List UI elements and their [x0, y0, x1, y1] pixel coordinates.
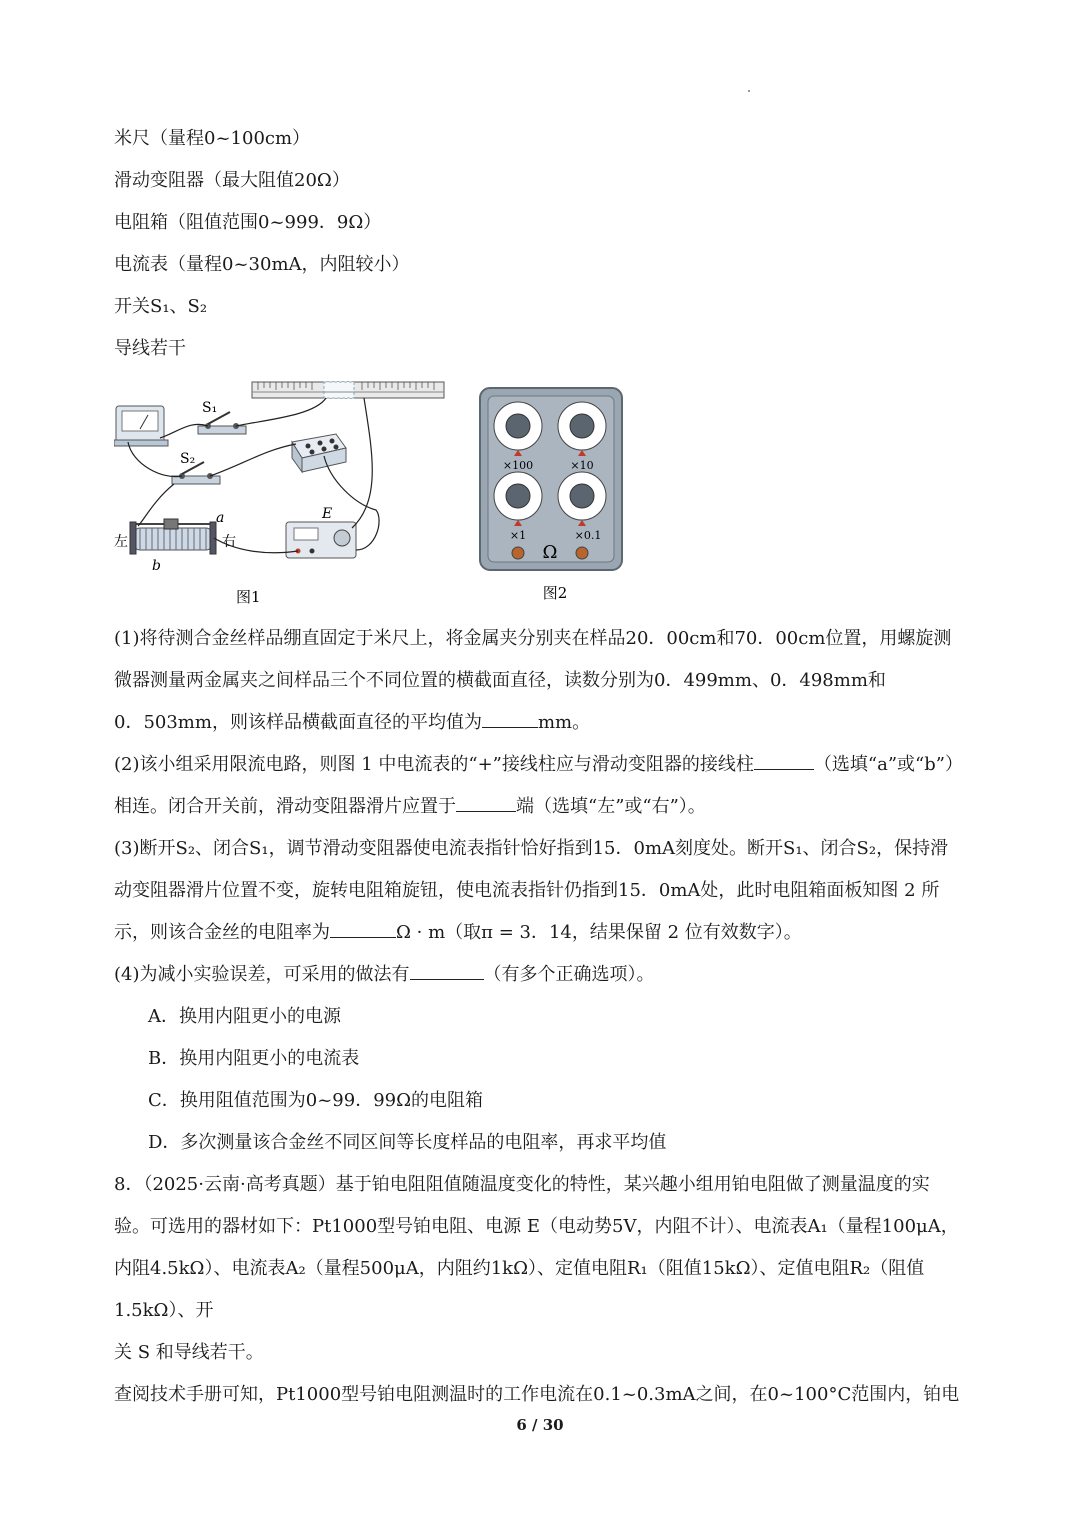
s1-label: S₁	[202, 400, 218, 416]
q8-line: 查阅技术手册可知，Pt1000型号铂电阻测温时的工作电流在0.1~0.3mA之间，在0~100°C范围内，铂电	[114, 1384, 960, 1405]
equipment-item: 米尺（量程0~100cm）	[114, 128, 311, 149]
question-8	[114, 1164, 969, 1416]
question-4	[114, 954, 969, 1164]
question-3	[114, 828, 969, 954]
option-c: C．换用阻值范围为0~99．99Ω的电阻箱	[148, 1090, 484, 1111]
power-supply	[286, 522, 356, 558]
q1-unit: mm。	[537, 712, 591, 733]
meter-ruler	[252, 382, 444, 398]
q3-line	[114, 912, 969, 954]
figure1-circuit	[114, 380, 454, 610]
answer-blank	[330, 917, 396, 938]
q4-text: （有多个正确选项）。	[483, 964, 655, 985]
q3-line: 动变阻器滑片位置不变，旋转电阻箱旋钮，使电流表指针仍指到15．0mA处，此时电阻箱面板知图 2 所	[114, 880, 940, 901]
answer-blank	[410, 959, 484, 980]
question-2	[114, 744, 969, 828]
equipment-item: 电流表（量程0~30mA，内阻较小）	[114, 254, 410, 275]
figure2-resistance-box	[478, 386, 628, 608]
q3-text: Ω · m（取π = 3．14，结果保留 2 位有效数字）。	[396, 922, 802, 943]
q3-text: 示，则该合金丝的电阻率为	[114, 922, 330, 943]
q2-text: (2)该小组采用限流电路，则图 1 中电流表的“+”接线柱应与滑动变阻器的接线柱	[114, 754, 754, 775]
equipment-item: 电阻箱（阻值范围0~999．9Ω）	[114, 212, 382, 233]
q2-text: 端（选填“左”或“右”）。	[516, 796, 706, 817]
right-label: 右	[222, 534, 236, 550]
q8-line: 内阻4.5kΩ）、电流表A₂（量程500μA，内阻约1kΩ）、定值电阻R₁（阻值15kΩ）、定值电阻R₂（阻值1.5kΩ）、开	[114, 1258, 925, 1321]
page-number: 6 / 30	[516, 1416, 564, 1434]
option-a: A．换用内阻更小的电源	[148, 1006, 341, 1027]
option-b: B．换用内阻更小的电流表	[148, 1048, 360, 1069]
q4-stem	[114, 954, 969, 996]
speck	[748, 90, 750, 92]
page-content	[114, 128, 969, 1416]
equipment-item: 开关S₁、S₂	[114, 296, 208, 317]
q1-line: (1)将待测合金丝样品绷直固定于米尺上，将金属夹分别夹在样品20．00cm和70．00cm位置，用螺旋测	[114, 628, 952, 649]
b-label: b	[152, 558, 161, 574]
q8-line: 8．（2025·云南·高考真题）基于铂电阻阻值随温度变化的特性，某兴趣小组用铂电阻做了测量温度的实	[114, 1174, 930, 1195]
q4-text: (4)为减小实验误差，可采用的做法有	[114, 964, 410, 985]
figure2-caption: 图2	[542, 584, 568, 602]
q8-line: 关 S 和导线若干。	[114, 1342, 264, 1363]
ammeter	[114, 406, 168, 446]
question-1	[114, 618, 969, 744]
equipment-item: 滑动变阻器（最大阻值20Ω）	[114, 170, 350, 191]
q1-line	[114, 702, 969, 744]
ohm-symbol: Ω	[542, 542, 558, 563]
q1-line: 微器测量两金属夹之间样品三个不同位置的横截面直径，读数分别为0．499mm、0．498mm和	[114, 670, 886, 691]
q2-text: （选填“a”或“b”）	[813, 754, 963, 775]
s2-label: S₂	[180, 451, 196, 467]
answer-blank	[754, 749, 814, 770]
dial-label: ×0.1	[574, 529, 602, 542]
q1-text: 0．503mm，则该样品横截面直径的平均值为	[114, 712, 482, 733]
figure1-caption: 图1	[236, 588, 261, 606]
resistance-box	[292, 434, 346, 472]
answer-blank	[482, 707, 538, 728]
option-d: D．多次测量该合金丝不同区间等长度样品的电阻率，再求平均值	[148, 1132, 667, 1153]
equipment-item: 导线若干	[114, 338, 186, 359]
dial-label: ×100	[502, 459, 534, 472]
dial-label: ×10	[570, 459, 594, 472]
left-label: 左	[114, 534, 128, 550]
sliding-rheostat	[130, 519, 216, 554]
e-label: E	[322, 506, 333, 522]
answer-blank	[456, 791, 516, 812]
figures	[114, 380, 969, 618]
a-label: a	[216, 510, 225, 526]
q2-line	[114, 744, 969, 786]
q8-line: 验。可选用的器材如下：Pt1000型号铂电阻、电源 E（电动势5V，内阻不计）、电流表A₁（量程100μA，	[114, 1216, 959, 1237]
q2-text: 相连。闭合开关前，滑动变阻器滑片应置于	[114, 796, 456, 817]
equipment-list	[114, 128, 969, 380]
q3-line: (3)断开S₂、闭合S₁，调节滑动变阻器使电流表指针恰好指到15．0mA刻度处。断开S₁、闭合S₂，保持滑	[114, 838, 949, 859]
dial-label: ×1	[509, 529, 527, 542]
q2-line	[114, 786, 969, 828]
